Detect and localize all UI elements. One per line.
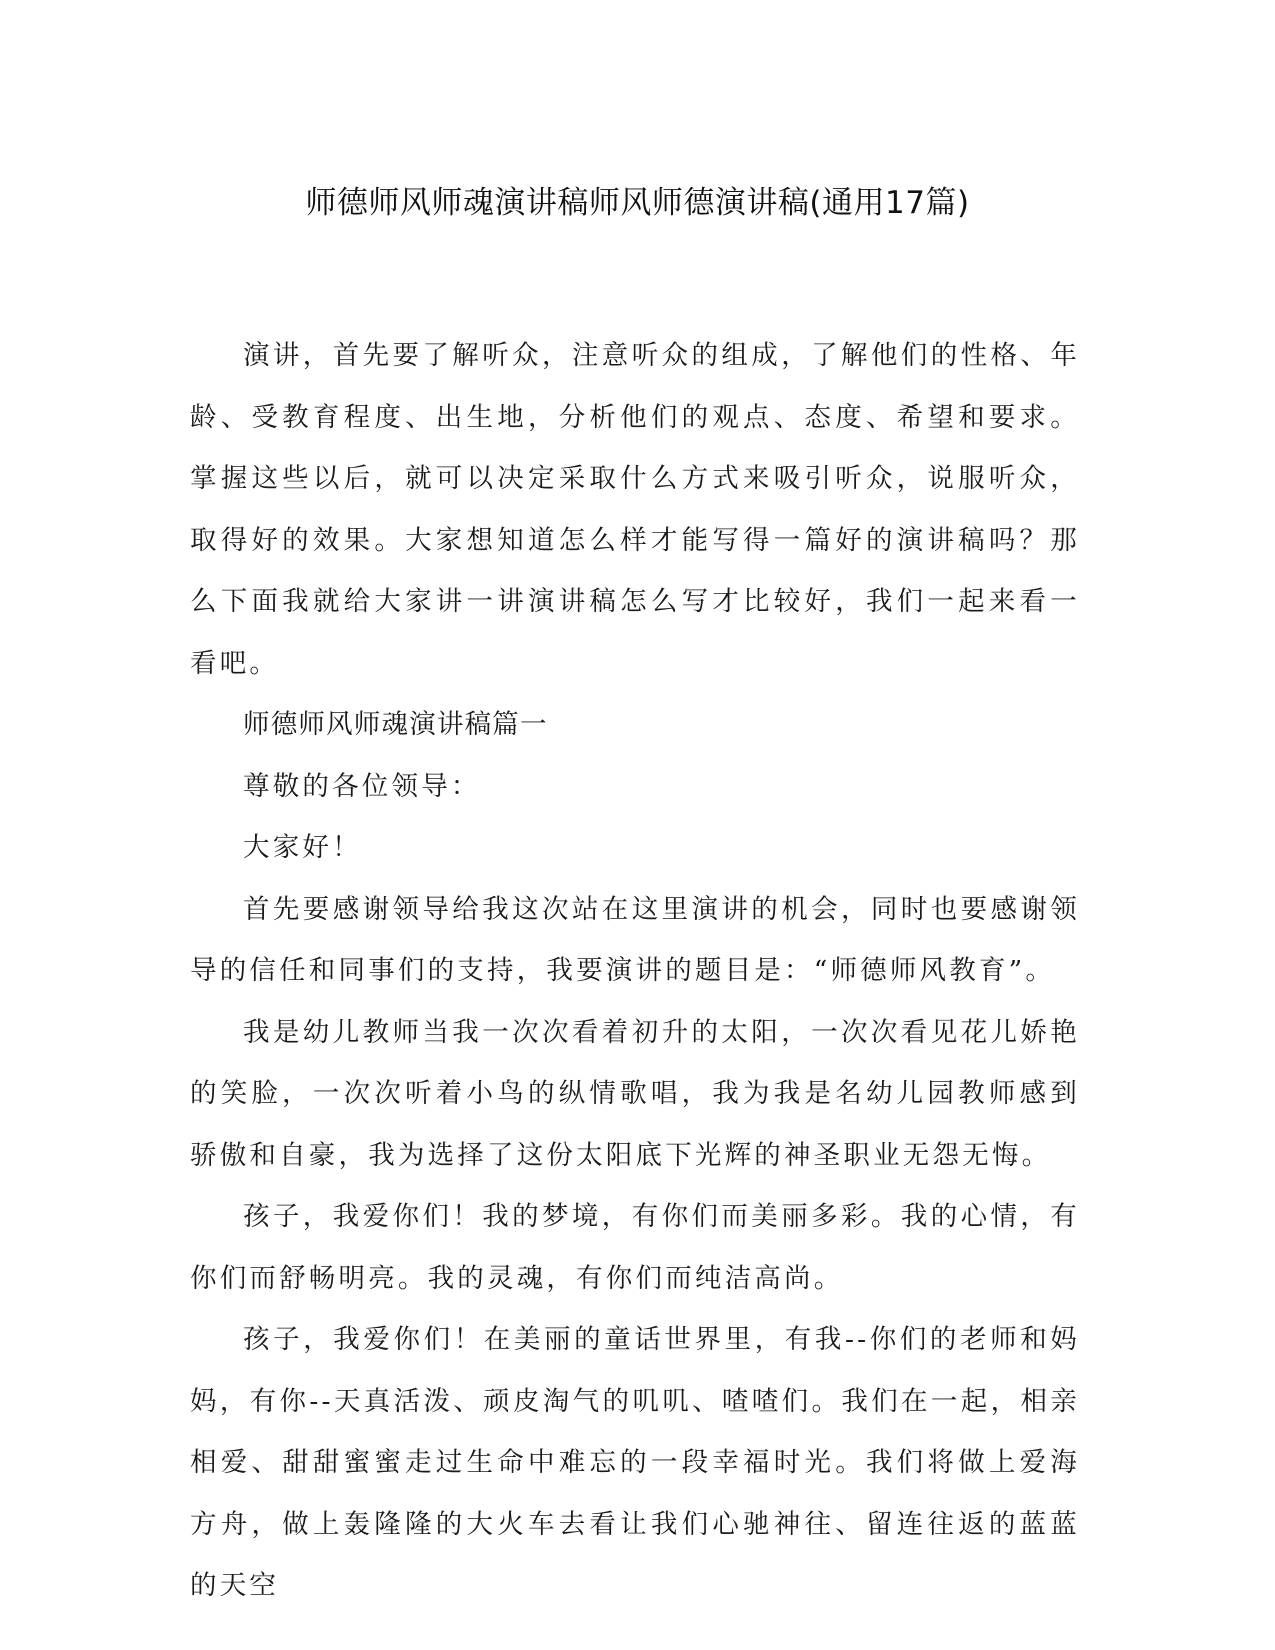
document-title: 师德师风师魂演讲稿师风师德演讲稿(通用17篇) [305,185,970,221]
salutation: 尊敬的各位领导： [243,770,481,802]
body-paragraph: 首先要感谢领导给我这次站在这里演讲的机会，同时也要感谢领导的信任和同事们的支持，我要演讲的题目是：“师德师风教育”。 [190,893,1080,986]
body-paragraph: 孩子，我爱你们！我的梦境，有你们而美丽多彩。我的心情，有你们而舒畅明亮。我的灵魂，有你们而纯洁高尚。 [190,1201,1080,1294]
body-paragraph: 孩子，我爱你们！在美丽的童话世界里，有我--你们的老师和妈妈，有你--天真活泼、顽皮淘气的叽叽、喳喳们。我们在一起，相亲相爱、甜甜蜜蜜走过生命中难忘的一段幸福时光。我们将做上爱海方舟，做上轰隆隆的大火车去看让我们心驰神往、留连往返的蓝蓝的天空 [190,1324,1080,1601]
body-paragraph: 我是幼儿教师当我一次次看着初升的太阳，一次次看见花儿娇艳的笑脸，一次次听着小鸟的纵情歌唱，我为我是名幼儿园教师感到骄傲和自豪，我为选择了这份太阳底下光辉的神圣职业无怨无悔。 [190,1016,1080,1171]
section-heading: 师德师风师魂演讲稿篇一 [243,709,548,740]
document-body [190,325,1080,1617]
greeting: 大家好！ [243,832,362,863]
intro-paragraph: 演讲，首先要了解听众，注意听众的组成，了解他们的性格、年龄、受教育程度、出生地，分析他们的观点、态度、希望和要求。掌握这些以后，就可以决定采取什么方式来吸引听众，说服听众，取得好的效果。大家想知道怎么样才能写得一篇好的演讲稿吗？那么下面我就给大家讲一讲演讲稿怎么写才比较好，我们一起来看一看吧。 [190,340,1080,679]
